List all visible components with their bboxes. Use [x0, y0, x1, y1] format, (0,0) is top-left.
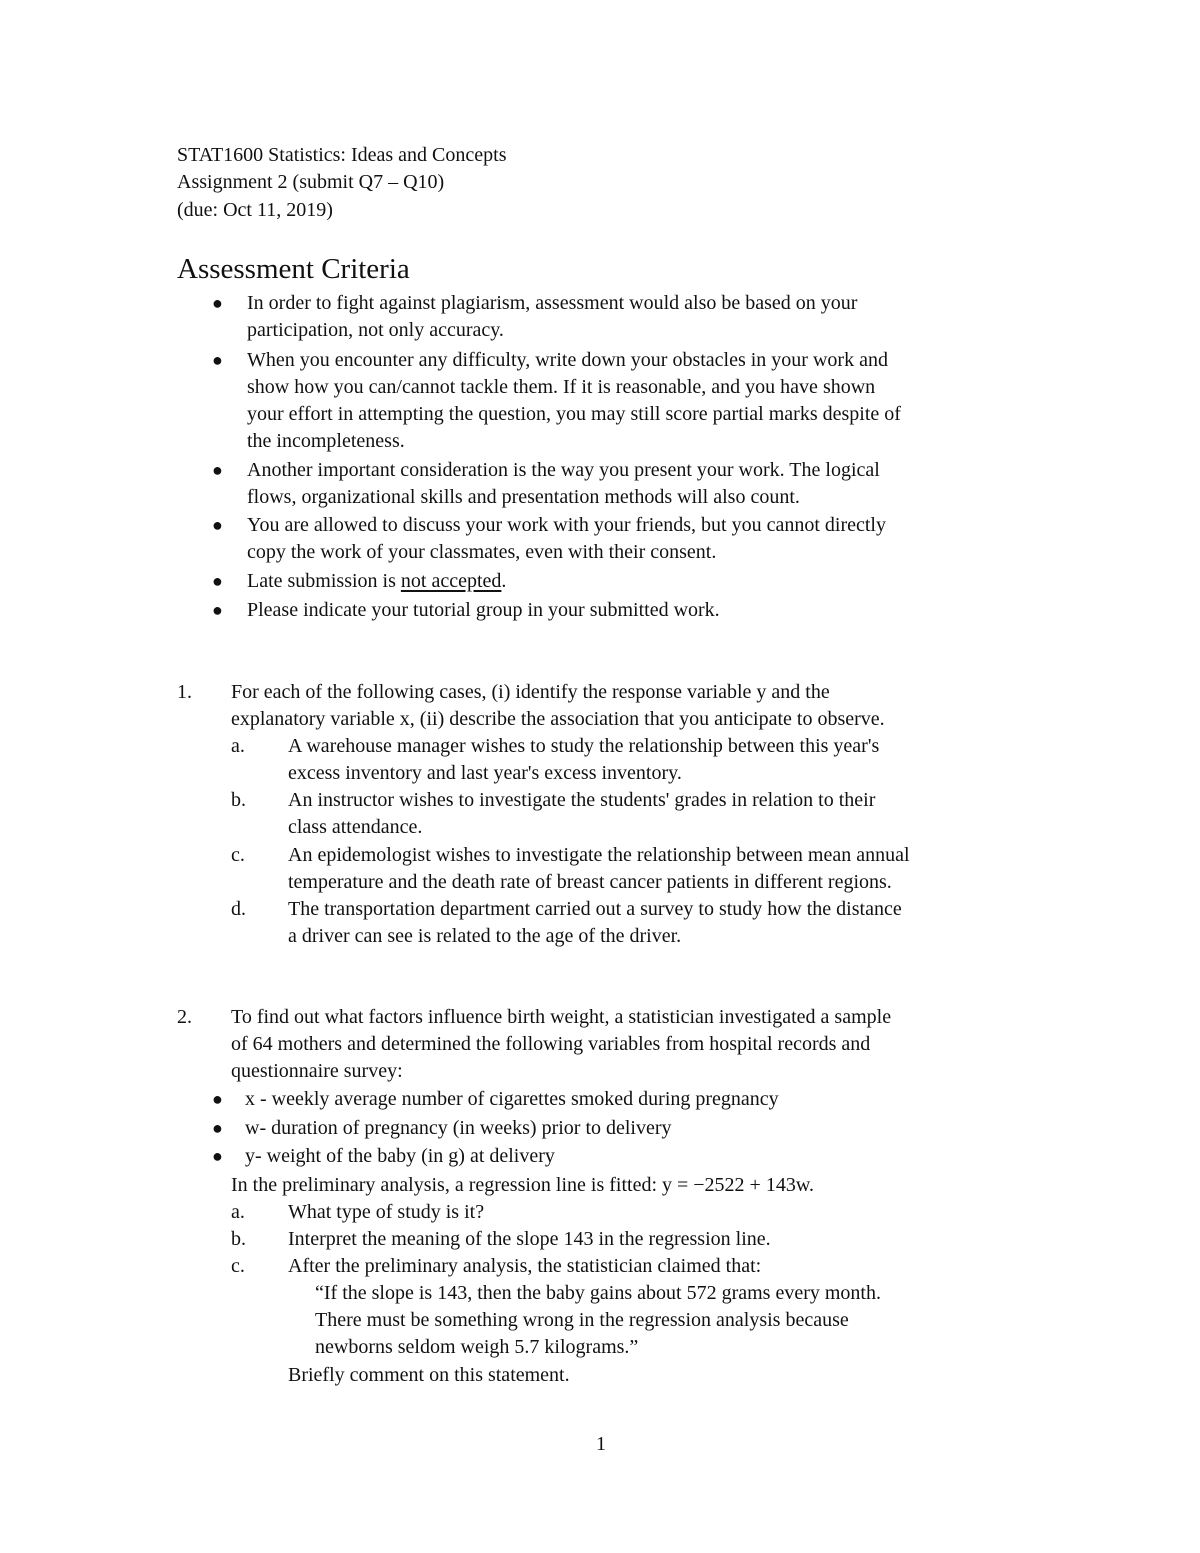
- late-text-post: .: [501, 570, 507, 592]
- due-date: (due: Oct 11, 2019): [177, 199, 333, 221]
- part-text: Interpret the meaning of the slope 143 in the regression line.: [288, 1228, 771, 1250]
- variable-item: y- weight of the baby (in g) at delivery: [245, 1145, 555, 1167]
- criteria-item-text: copy the work of your classmates, even with their consent.: [247, 541, 717, 563]
- criteria-item-text: show how you can/cannot tackle them. If it is reasonable, and you have shown: [247, 376, 876, 398]
- section-heading: Assessment Criteria: [177, 253, 410, 285]
- question-text: To find out what factors influence birth weight, a statistician investigated a sample: [231, 1006, 892, 1028]
- part-label: c.: [231, 1255, 245, 1277]
- quote-text: There must be something wrong in the regression analysis because: [315, 1309, 849, 1331]
- part-label: a.: [231, 735, 245, 757]
- question-text: of 64 mothers and determined the following variables from hospital records and: [231, 1033, 871, 1055]
- regression-line: In the preliminary analysis, a regression line is fitted: y = −2522 + 143w.: [231, 1174, 814, 1196]
- part-label: b.: [231, 789, 246, 811]
- part-text: excess inventory and last year's excess inventory.: [288, 762, 682, 784]
- part-text: class attendance.: [288, 816, 423, 838]
- part-text: a driver can see is related to the age of the driver.: [288, 925, 682, 947]
- assignment-title: Assignment 2 (submit Q7 – Q10): [177, 171, 445, 193]
- part-text: A warehouse manager wishes to study the relationship between this year's: [288, 735, 880, 757]
- criteria-item-text: Another important consideration is the way you present your work. The logical: [247, 459, 880, 481]
- late-text-pre: Late submission is: [247, 570, 401, 592]
- comment-text: Briefly comment on this statement.: [288, 1364, 570, 1386]
- quote-text: “If the slope is 143, then the baby gains about 572 grams every month.: [315, 1282, 881, 1304]
- criteria-item-late: [247, 568, 506, 594]
- criteria-item-text: In order to fight against plagiarism, assessment would also be based on your: [247, 292, 858, 314]
- part-label: d.: [231, 898, 246, 920]
- bullet-icon: ●: [212, 571, 223, 591]
- criteria-item-text: You are allowed to discuss your work with your friends, but you cannot directly: [247, 514, 886, 536]
- page-number: 1: [596, 1433, 606, 1455]
- variable-item: w- duration of pregnancy (in weeks) prior to delivery: [245, 1117, 672, 1139]
- question-text: For each of the following cases, (i) identify the response variable y and the: [231, 681, 830, 703]
- bullet-icon: ●: [212, 460, 223, 480]
- criteria-item-text: the incompleteness.: [247, 430, 405, 452]
- bullet-icon: ●: [212, 350, 223, 370]
- question-text: questionnaire survey:: [231, 1060, 403, 1082]
- bullet-icon: ●: [212, 1146, 223, 1166]
- bullet-icon: ●: [212, 293, 223, 313]
- course-title: STAT1600 Statistics: Ideas and Concepts: [177, 144, 507, 166]
- criteria-item-text: When you encounter any difficulty, write down your obstacles in your work and: [247, 349, 888, 371]
- criteria-item-text: flows, organizational skills and presentation methods will also count.: [247, 486, 800, 508]
- not-accepted-underlined: not accepted: [400, 570, 502, 592]
- part-text: temperature and the death rate of breast cancer patients in different regions.: [288, 871, 892, 893]
- variable-item: x - weekly average number of cigarettes smoked during pregnancy: [245, 1088, 779, 1110]
- part-label: b.: [231, 1228, 246, 1250]
- part-text: The transportation department carried out a survey to study how the distance: [288, 898, 902, 920]
- quote-text: newborns seldom weigh 5.7 kilograms.”: [315, 1336, 639, 1358]
- part-text: An instructor wishes to investigate the students' grades in relation to their: [288, 789, 876, 811]
- bullet-icon: ●: [212, 1118, 223, 1138]
- criteria-item-text: your effort in attempting the question, you may still score partial marks despite of: [247, 403, 901, 425]
- bullet-icon: ●: [212, 600, 223, 620]
- part-text: An epidemologist wishes to investigate the relationship between mean annual: [288, 844, 910, 866]
- part-label: c.: [231, 844, 245, 866]
- part-text: What type of study is it?: [288, 1201, 485, 1223]
- part-text: After the preliminary analysis, the statistician claimed that:: [288, 1255, 762, 1277]
- question-number: 2.: [177, 1006, 192, 1028]
- bullet-icon: ●: [212, 515, 223, 535]
- question-text: explanatory variable x, (ii) describe the association that you anticipate to observe.: [231, 708, 885, 730]
- question-number: 1.: [177, 681, 192, 703]
- part-label: a.: [231, 1201, 245, 1223]
- criteria-item-text: Please indicate your tutorial group in your submitted work.: [247, 599, 720, 621]
- bullet-icon: ●: [212, 1089, 223, 1109]
- criteria-item-text: participation, not only accuracy.: [247, 319, 504, 341]
